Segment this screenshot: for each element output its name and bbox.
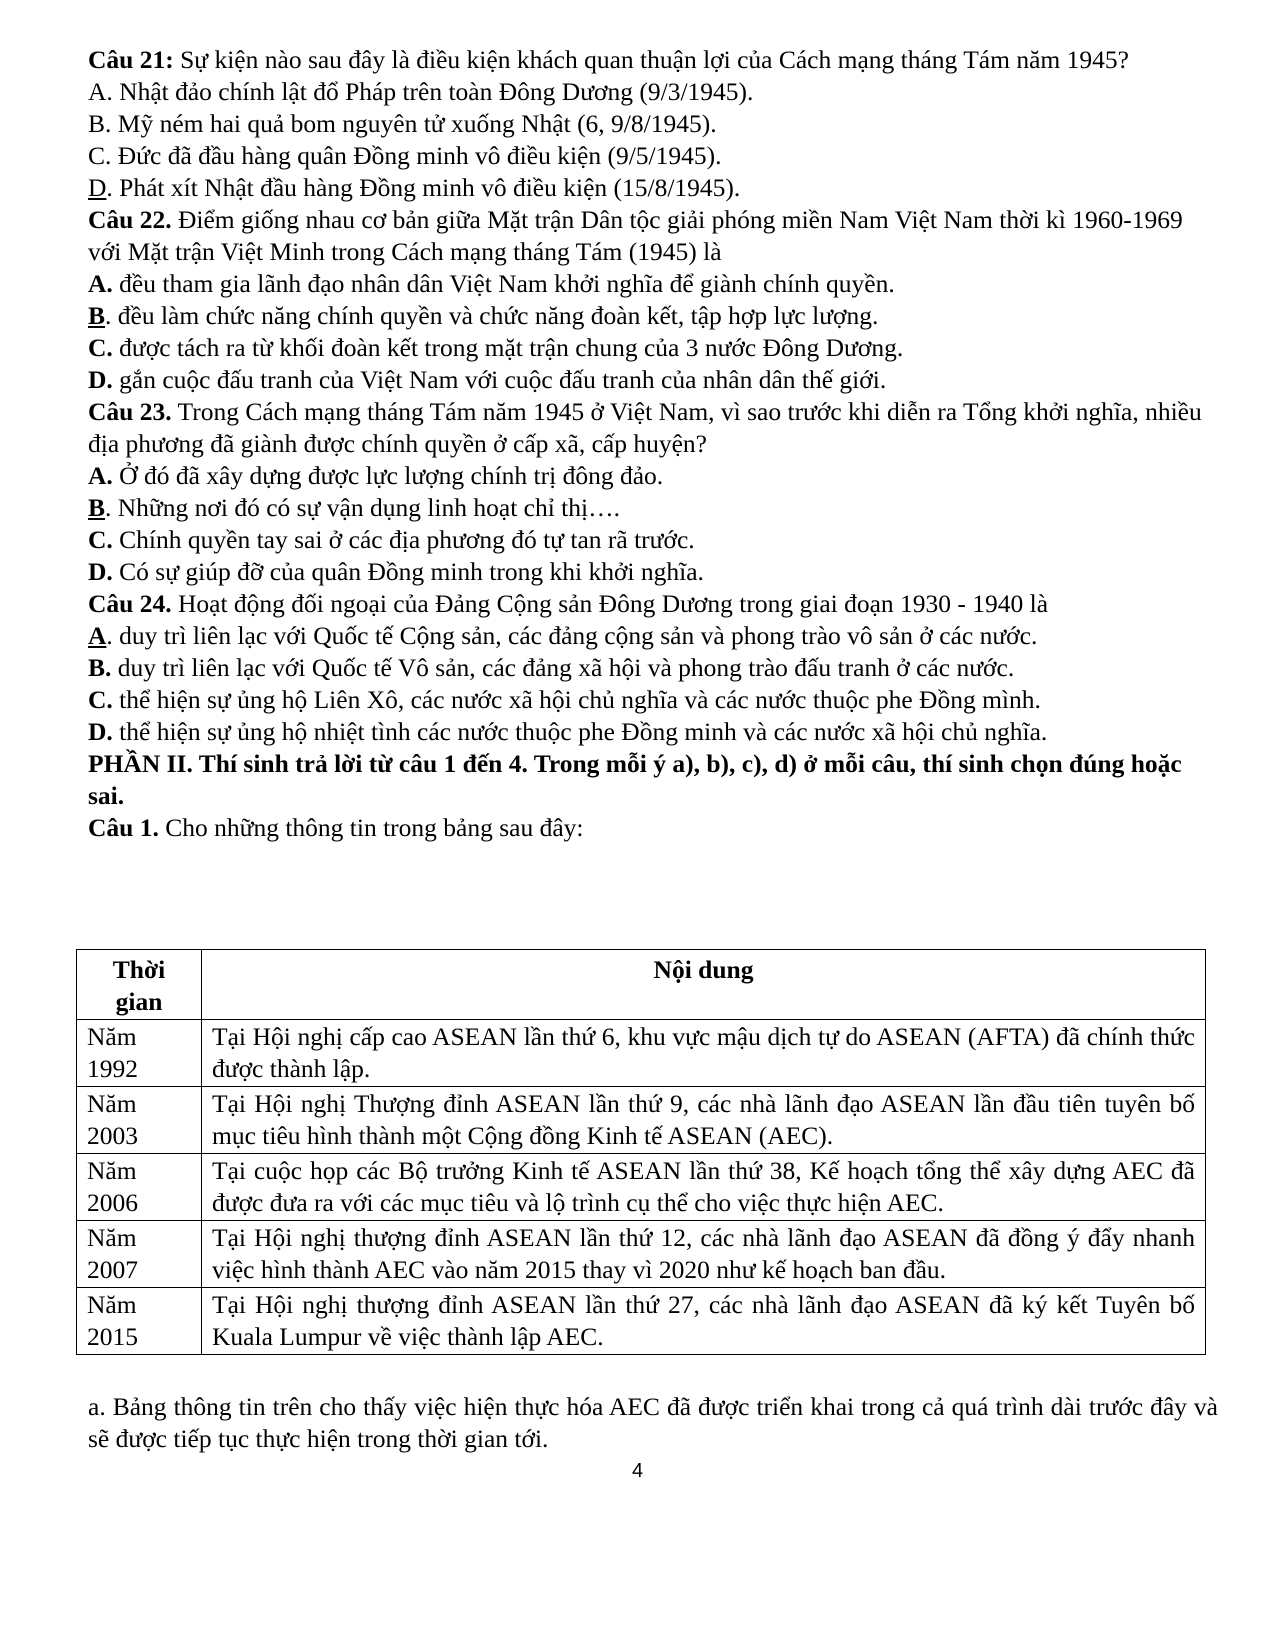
option-text: đều tham gia lãnh đạo nhân dân Việt Nam khởi nghĩa để giành chính quyền. xyxy=(112,269,895,298)
table-header-row xyxy=(77,950,1206,1020)
option-letter: A. xyxy=(88,461,113,490)
option-letter-answer: B xyxy=(88,301,106,330)
header-label: Thời gian xyxy=(112,955,166,1016)
part-ii-question-1 xyxy=(88,812,1218,844)
option-letter: A. xyxy=(88,269,113,298)
question-number: Câu 24. xyxy=(88,589,172,618)
option-letter: D. xyxy=(88,557,113,586)
option-letter: C. xyxy=(88,333,113,362)
question-number: Câu 1. xyxy=(88,813,159,842)
option-letter: B xyxy=(88,109,106,138)
question-23 xyxy=(88,396,1218,460)
option-letter: C. xyxy=(88,685,113,714)
page-number: 4 xyxy=(631,1460,644,1482)
part-ii-heading: PHẦN II. Thí sinh trả lời từ câu 1 đến 4. Trong mỗi ý a), b), c), d) ở mỗi câu, thí sinh chọn đúng hoặc sai. xyxy=(88,749,1182,810)
option-c xyxy=(88,684,1218,716)
cell-year: Năm 2006 xyxy=(77,1154,202,1221)
option-letter-answer: A xyxy=(88,621,107,650)
option-a xyxy=(88,620,1218,652)
option-text: . Những nơi đó có sự vận dụng linh hoạt chỉ thị…. xyxy=(105,493,620,522)
option-text: Chính quyền tay sai ở các địa phương đó tự tan rã trước. xyxy=(112,525,695,554)
option-text: . Mỹ ném hai quả bom nguyên tử xuống Nhật (6, 9/8/1945). xyxy=(105,109,717,138)
option-d xyxy=(88,364,1218,396)
option-text: . Đức đã đầu hàng quân Đồng minh vô điều kiện (9/5/1945). xyxy=(105,141,722,170)
option-text: . Nhật đảo chính lật đổ Pháp trên toàn Đông Dương (9/3/1945). xyxy=(106,77,754,106)
table-row xyxy=(77,1154,1206,1221)
option-text: thể hiện sự ủng hộ nhiệt tình các nước thuộc phe Đồng minh và các nước xã hội chủ nghĩa. xyxy=(112,717,1048,746)
cell-content: Tại cuộc họp các Bộ trưởng Kinh tế ASEAN lần thứ 38, Kế hoạch tổng thể xây dựng AEC đã được đưa ra với các mục tiêu và lộ trình cụ thể cho việc thực hiện AEC. xyxy=(202,1154,1206,1221)
question-text: Sự kiện nào sau đây là điều kiện khách quan thuận lợi của Cách mạng tháng Tám năm 1945? xyxy=(173,45,1129,74)
header-time xyxy=(77,950,202,1020)
cell-content: Tại Hội nghị Thượng đỉnh ASEAN lần thứ 9, các nhà lãnh đạo ASEAN lần đầu tiên tuyên bố mục tiêu hình thành một Cộng đồng Kinh tế ASEAN (AEC). xyxy=(202,1087,1206,1154)
option-text: . Phát xít Nhật đầu hàng Đồng minh vô điều kiện (15/8/1945). xyxy=(106,173,741,202)
option-a xyxy=(88,268,1218,300)
question-24 xyxy=(88,588,1218,620)
option-text: gắn cuộc đấu tranh của Việt Nam với cuộc đấu tranh của nhân dân thế giới. xyxy=(112,365,887,394)
option-letter: D. xyxy=(88,717,113,746)
option-text: . duy trì liên lạc với Quốc tế Cộng sản, các đảng cộng sản và phong trào vô sản ở các nước. xyxy=(106,621,1038,650)
option-b xyxy=(88,652,1218,684)
option-b xyxy=(88,108,1218,140)
cell-year: Năm 2003 xyxy=(77,1087,202,1154)
question-text: Điểm giống nhau cơ bản giữa Mặt trận Dân tộc giải phóng miền Nam Việt Nam thời kì 1960-1969 với Mặt trận Việt Minh trong Cách mạng tháng Tám (1945) là xyxy=(88,205,1183,266)
statement-a: a. Bảng thông tin trên cho thấy việc hiện thực hóa AEC đã được triển khai trong cả quá trình dài trước đây và sẽ được tiếp tục thực hiện trong thời gian tới. xyxy=(88,1392,1218,1453)
cell-year: Năm 2007 xyxy=(77,1221,202,1288)
option-a xyxy=(88,460,1218,492)
cell-year: Năm 2015 xyxy=(77,1288,202,1355)
option-letter: B. xyxy=(88,653,112,682)
asean-info-table xyxy=(76,949,1206,1355)
question-text: Cho những thông tin trong bảng sau đây: xyxy=(158,813,584,842)
option-letter: A xyxy=(88,77,107,106)
option-text: được tách ra từ khối đoàn kết trong mặt trận chung của 3 nước Đông Dương. xyxy=(112,333,904,362)
option-c xyxy=(88,524,1218,556)
question-number: Câu 23. xyxy=(88,397,172,426)
option-text: Có sự giúp đỡ của quân Đồng minh trong khi khởi nghĩa. xyxy=(112,557,704,586)
option-letter: C. xyxy=(88,525,113,554)
option-text: . đều làm chức năng chính quyền và chức năng đoàn kết, tập hợp lực lượng. xyxy=(105,301,879,330)
option-text: thể hiện sự ủng hộ Liên Xô, các nước xã hội chủ nghĩa và các nước thuộc phe Đồng mình. xyxy=(112,685,1041,714)
option-c xyxy=(88,140,1218,172)
question-number: Câu 22. xyxy=(88,205,172,234)
question-text: Trong Cách mạng tháng Tám năm 1945 ở Việt Nam, vì sao trước khi diễn ra Tổng khởi nghĩa, nhiều địa phương đã giành được chính quyền ở cấp xã, cấp huyện? xyxy=(88,397,1202,458)
question-number: Câu 21: xyxy=(88,45,174,74)
option-d xyxy=(88,172,1218,204)
table-row xyxy=(77,1087,1206,1154)
cell-year: Năm 1992 xyxy=(77,1020,202,1087)
question-text: Hoạt động đối ngoại của Đảng Cộng sản Đông Dương trong giai đoạn 1930 - 1940 là xyxy=(171,589,1049,618)
option-letter-answer: B xyxy=(88,493,106,522)
cell-content: Tại Hội nghị cấp cao ASEAN lần thứ 6, khu vực mậu dịch tự do ASEAN (AFTA) đã chính thức được thành lập. xyxy=(202,1020,1206,1087)
exam-page xyxy=(88,44,1218,844)
option-b xyxy=(88,492,1218,524)
table-row xyxy=(77,1221,1206,1288)
option-d xyxy=(88,556,1218,588)
question-22 xyxy=(88,204,1218,268)
option-text: Ở đó đã xây dựng được lực lượng chính trị đông đảo. xyxy=(112,461,664,490)
option-a xyxy=(88,76,1218,108)
option-letter: D. xyxy=(88,365,113,394)
cell-content: Tại Hội nghị thượng đỉnh ASEAN lần thứ 12, các nhà lãnh đạo ASEAN đã đồng ý đẩy nhanh việc hình thành AEC vào năm 2015 thay vì 2020 như kế hoạch ban đầu. xyxy=(202,1221,1206,1288)
option-letter: C xyxy=(88,141,106,170)
question-21 xyxy=(88,44,1218,76)
table-row xyxy=(77,1020,1206,1087)
option-d xyxy=(88,716,1218,748)
header-label: Nội dung xyxy=(653,955,754,984)
option-text: duy trì liên lạc với Quốc tế Vô sản, các đảng xã hội và phong trào đấu tranh ở các nước. xyxy=(111,653,1015,682)
table-row xyxy=(77,1288,1206,1355)
option-b xyxy=(88,300,1218,332)
option-letter-answer: D xyxy=(88,173,107,202)
header-content xyxy=(202,950,1206,1020)
cell-content: Tại Hội nghị thượng đỉnh ASEAN lần thứ 27, các nhà lãnh đạo ASEAN đã ký kết Tuyên bố Kuala Lumpur về việc thành lập AEC. xyxy=(202,1288,1206,1355)
option-c xyxy=(88,332,1218,364)
